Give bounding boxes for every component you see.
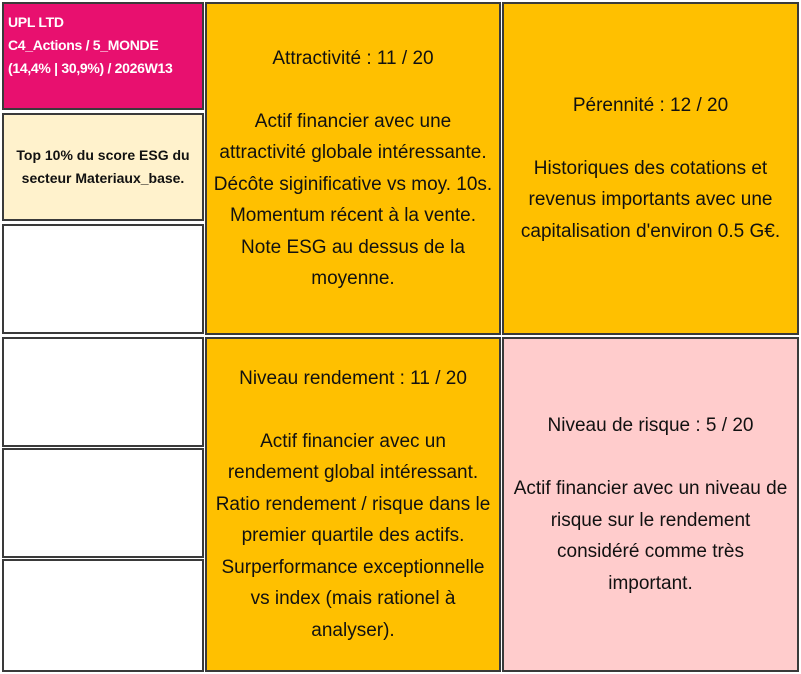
attractivite-line: Actif financier avec une <box>254 110 452 132</box>
attractivite-title: Attractivité : 11 / 20 <box>272 47 434 69</box>
rendement-line: vs index (mais rationel à <box>250 588 456 610</box>
attractivite-panel <box>205 2 501 335</box>
asset-category: C4_Actions / 5_MONDE <box>8 37 159 53</box>
perennite-panel <box>502 2 799 335</box>
risque-line: risque sur le rendement <box>550 509 751 531</box>
perennite-line: Historiques des cotations et <box>533 157 768 179</box>
perennite-line: capitalisation d'environ 0.5 G€. <box>520 220 781 242</box>
attractivite-line: Décôte siginificative vs moy. 10s. <box>213 173 493 195</box>
empty-cell <box>2 448 204 558</box>
rendement-title: Niveau rendement : 11 / 20 <box>239 367 467 389</box>
asset-stats: (14,4% | 30,9%) / 2026W13 <box>8 60 173 76</box>
empty-cell <box>2 337 204 447</box>
risque-line: important. <box>608 572 693 594</box>
empty-cell <box>2 224 204 334</box>
risque-title: Niveau de risque : 5 / 20 <box>547 415 754 436</box>
esg-note <box>2 113 204 221</box>
rendement-line: premier quartile des actifs. <box>241 525 465 547</box>
esg-line: Top 10% du score ESG du <box>16 147 190 163</box>
rendement-line: analyser). <box>311 619 395 641</box>
asset-id-card <box>2 2 204 110</box>
attractivite-line: moyenne. <box>311 268 395 289</box>
company-name: UPL LTD <box>8 14 64 30</box>
attractivite-line: Momentum récent à la vente. <box>229 205 477 226</box>
risque-line: considéré comme très <box>557 541 744 562</box>
rendement-line: Actif financier avec un <box>260 430 446 452</box>
attractivite-line: Note ESG au dessus de la <box>241 236 465 258</box>
attractivite-line: attractivité globale intéressante. <box>219 142 487 163</box>
perennite-title: Pérennité : 12 / 20 <box>572 94 729 116</box>
risque-line: Actif financier avec un niveau de <box>513 478 788 499</box>
rendement-panel <box>205 337 501 672</box>
risque-panel <box>502 337 799 672</box>
rendement-line: Ratio rendement / risque dans le <box>215 493 491 515</box>
rendement-line: Surperformance exceptionnelle <box>221 556 485 578</box>
perennite-line: revenus importants avec une <box>528 189 773 211</box>
empty-cell <box>2 559 204 672</box>
rendement-line: rendement global intéressant. <box>227 462 479 484</box>
esg-line: secteur Materiaux_base. <box>21 170 185 186</box>
